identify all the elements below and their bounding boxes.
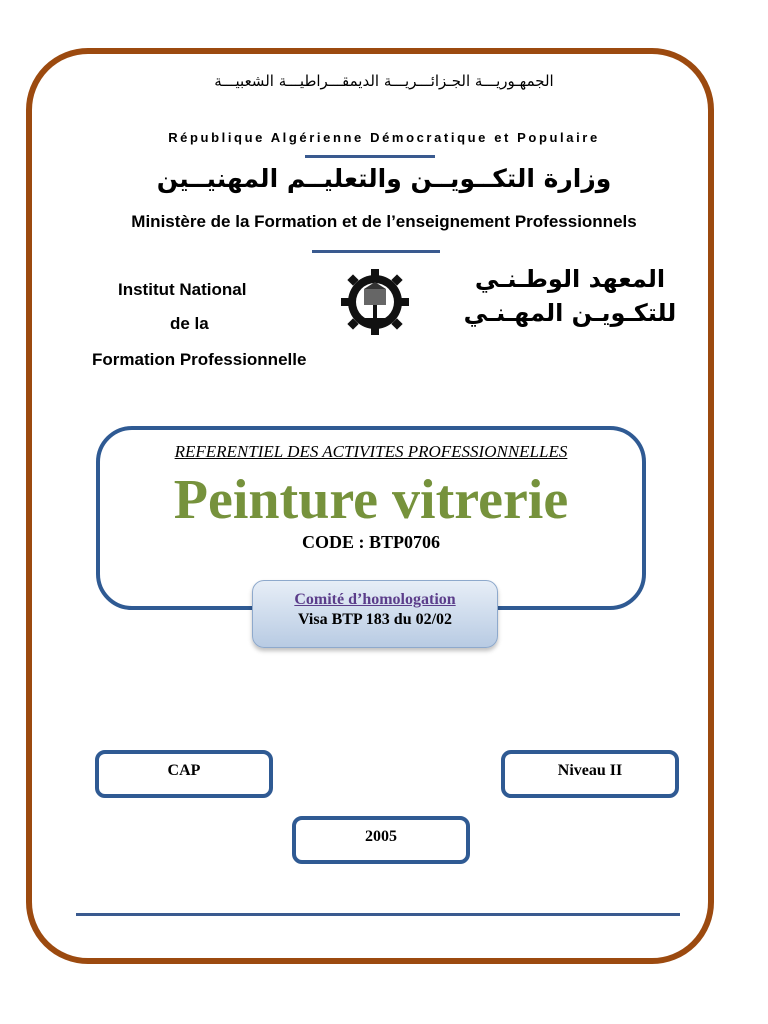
year-value: 2005 — [365, 828, 397, 845]
year-box — [292, 816, 470, 864]
document-title: Peinture vitrerie — [173, 469, 569, 531]
diploma-value: CAP — [167, 762, 201, 779]
institute-line-1: Institut National — [118, 280, 247, 299]
homologation-box — [252, 580, 498, 648]
institute-line-2: de la — [170, 314, 209, 333]
gear-logo-icon — [336, 268, 414, 336]
homologation-visa: Visa BTP 183 du 02/02 — [297, 611, 453, 628]
arabic-institute-name — [460, 262, 680, 330]
arabic-institute-line-2: للتكـويـن المهـنـي — [463, 299, 677, 327]
level-value: Niveau II — [557, 762, 623, 779]
referentiel-heading: REFERENTIEL DES ACTIVITES PROFESSIONNELLES — [174, 442, 568, 461]
divider-2 — [312, 250, 440, 253]
document-code: CODE : BTP0706 — [301, 532, 440, 552]
level-box — [501, 750, 679, 798]
bottom-divider — [76, 913, 680, 916]
french-republic-title: République Algérienne Démocratique et Populaire — [168, 130, 600, 145]
arabic-ministry-title: وزارة التكــويــن والتعليــم المهنيــين — [156, 164, 612, 193]
divider-1 — [305, 155, 435, 158]
french-ministry-title: Ministère de la Formation et de l’enseignement Professionnels — [131, 212, 637, 231]
arabic-republic-title: الجمهـوريـــة الجـزائـــريـــة الديمقـــراطيـــة الشعبيـــة — [214, 72, 554, 90]
institute-line-3: Formation Professionnelle — [92, 350, 307, 369]
arabic-institute-line-1: المعهد الوطـنـي — [474, 265, 666, 293]
diploma-box — [95, 750, 273, 798]
homologation-label: Comité d’homologation — [294, 591, 456, 608]
